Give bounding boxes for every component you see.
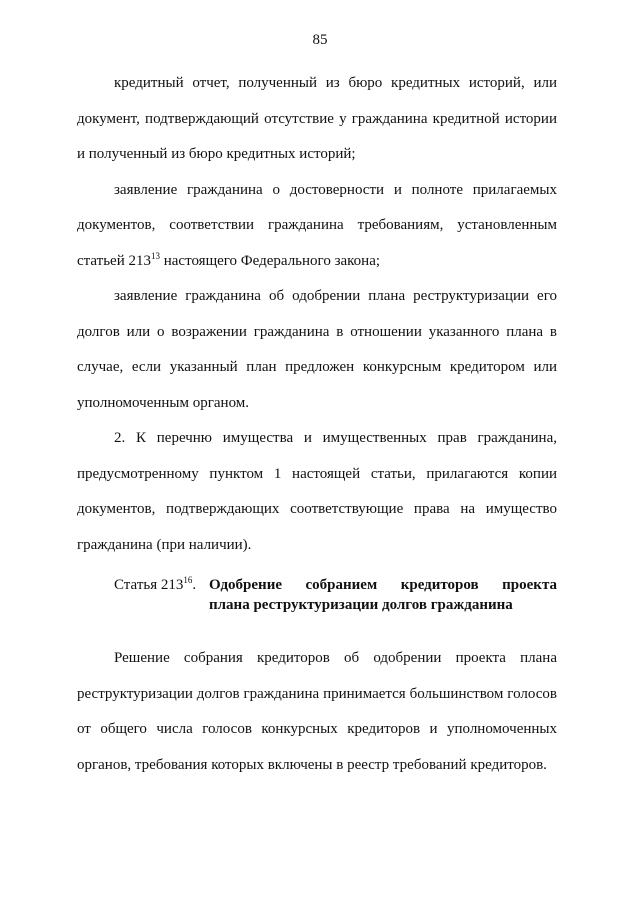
paragraph-credit-report: кредитный отчет, полученный из бюро кредитных историй, или документ, подтверждающий отсутствие у гражданина кредитной истории и полученный из бюро кредитных историй; [77, 75, 557, 162]
article-ref-superscript: 13 [151, 250, 160, 261]
article-heading [114, 575, 557, 615]
article-title-line-2: плана реструктуризации долгов гражданина [209, 597, 513, 613]
paragraph-statement-approval: заявление гражданина об одобрении плана реструктуризации его долгов или о возражении гражданина в отношении указанного плана в случае, если указанный план предложен конкурсным кредитором или уполномоченным органом. [77, 288, 557, 411]
article-title-line-1: Одобрение собранием кредиторов проекта [209, 577, 557, 593]
page-number: 85 [312, 32, 328, 48]
article-number: Статья 213 [114, 577, 184, 593]
paragraph-property-list: 2. К перечню имущества и имущественных прав гражданина, предусмотренному пунктом 1 настоящей статьи, прилагаются копии документов, подтверждающих соответствующие права на имущество гражданина (при наличии). [77, 430, 557, 553]
statement-reliability-text: заявление гражданина о достоверности и полноте прилагаемых документов, соответствии гражданина требованиям, установленным статьей 213 [77, 181, 557, 269]
statement-reliability-tail: настоящего Федерального закона; [160, 252, 381, 269]
document-body [77, 66, 557, 783]
article-title [209, 575, 557, 615]
article-number-dot: . [192, 577, 197, 593]
paragraph-decision: Решение собрания кредиторов об одобрении проекта плана реструктуризации долгов гражданина принимается большинством голосов от общего числа голосов конкурсных кредиторов и уполномоченных органов, требования которых включены в реестр требований кредиторов. [77, 650, 557, 773]
paragraph-statement-reliability [77, 173, 557, 280]
article-label [114, 575, 209, 595]
article-number-superscript: 16 [183, 575, 193, 585]
